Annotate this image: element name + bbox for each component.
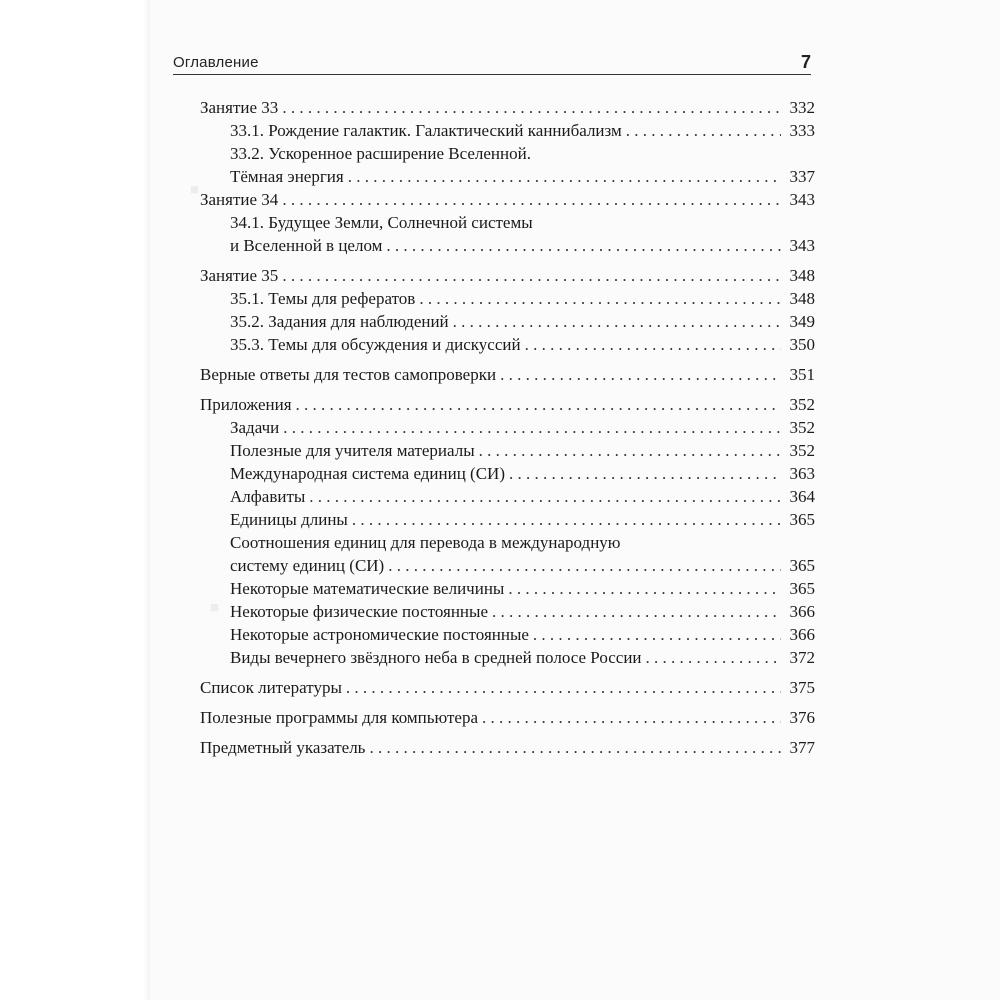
toc-page-number: 365 (789, 556, 815, 575)
dot-leader (386, 234, 781, 257)
toc-entry-answers[interactable]: Верные ответы для тестов самопроверки . . . 351 (200, 363, 815, 386)
toc-entry-si-units[interactable]: Международная система единиц (СИ) . . . 363 (200, 462, 815, 485)
toc-page-number: 363 (789, 464, 815, 483)
toc-page-number: 350 (789, 335, 815, 354)
toc-page-number: 348 (789, 289, 815, 308)
dot-leader (533, 623, 781, 646)
spacer (200, 386, 815, 393)
dot-leader (508, 577, 781, 600)
toc-page-number: 372 (789, 648, 815, 667)
toc-page-number: 365 (789, 510, 815, 529)
toc-entry-astronomical-constants[interactable]: Некоторые астрономические постоянные . . . 366 (200, 623, 815, 646)
running-head (173, 48, 811, 75)
toc-entry-appendices[interactable]: Приложения . . . 352 (200, 393, 815, 416)
dot-leader (388, 554, 781, 577)
toc-entry-evening-sky[interactable]: Виды вечернего звёздного неба в средней полосе России . . . 372 (200, 646, 815, 669)
dot-leader (626, 119, 781, 142)
dot-leader (500, 363, 781, 386)
toc-entry-physical-constants[interactable]: Некоторые физические постоянные . . . 366 (200, 600, 815, 623)
dot-leader (282, 264, 781, 287)
dot-leader (482, 706, 781, 729)
toc-page-number: 377 (789, 738, 815, 757)
toc-entry-bibliography[interactable]: Список литературы . . . 375 (200, 676, 815, 699)
running-title: Оглавление (173, 54, 259, 71)
toc-entry-computer-programs[interactable]: Полезные программы для компьютера . . . 376 (200, 706, 815, 729)
toc-page-number: 376 (789, 708, 815, 727)
bleed-through-mark: ■ (210, 600, 220, 616)
toc-page-number: 352 (789, 395, 815, 414)
dot-leader (348, 165, 781, 188)
toc-page-number: 332 (789, 98, 815, 117)
table-of-contents (200, 96, 815, 759)
toc-entry-problems[interactable]: Задачи . . . 352 (200, 416, 815, 439)
dot-leader (369, 736, 781, 759)
toc-entry-33-2-line2[interactable]: Тёмная энергия . . . 337 (200, 165, 815, 188)
dot-leader (282, 96, 781, 119)
spacer (200, 669, 815, 676)
toc-page-number: 343 (789, 190, 815, 209)
toc-page-number: 351 (789, 365, 815, 384)
toc-entry-34-1-line2[interactable]: и Вселенной в целом . . . 343 (200, 234, 815, 257)
toc-page-number: 349 (789, 312, 815, 331)
toc-page-number: 375 (789, 678, 815, 697)
toc-page-number: 365 (789, 579, 815, 598)
toc-entry-35-2[interactable]: 35.2. Задания для наблюдений . . . 349 (200, 310, 815, 333)
dot-leader (352, 508, 781, 531)
toc-entry-teacher-materials[interactable]: Полезные для учителя материалы . . . 352 (200, 439, 815, 462)
toc-entry-lesson-34[interactable]: Занятие 34 . . . 343 (200, 188, 815, 211)
toc-entry-lesson-33[interactable]: Занятие 33 . . . 332 (200, 96, 815, 119)
dot-leader (492, 600, 781, 623)
toc-page-number: 337 (789, 167, 815, 186)
toc-entry-unit-conversion-line1[interactable]: Соотношения единиц для перевода в международную (230, 533, 621, 552)
spacer (200, 257, 815, 264)
toc-entry-length-units[interactable]: Единицы длины . . . 365 (200, 508, 815, 531)
page-number: 7 (800, 52, 811, 72)
toc-entry-35-3[interactable]: 35.3. Темы для обсуждения и дискуссий . . . 350 (200, 333, 815, 356)
dot-leader (283, 416, 781, 439)
toc-page-number: 366 (789, 602, 815, 621)
toc-entry-lesson-35[interactable]: Занятие 35 . . . 348 (200, 264, 815, 287)
toc-page-number: 343 (789, 236, 815, 255)
dot-leader (309, 485, 781, 508)
spacer (200, 356, 815, 363)
toc-entry-35-1[interactable]: 35.1. Темы для рефератов . . . 348 (200, 287, 815, 310)
dot-leader (479, 439, 781, 462)
toc-page-number: 366 (789, 625, 815, 644)
toc-entry-33-1[interactable]: 33.1. Рождение галактик. Галактический каннибализм . . . 333 (200, 119, 815, 142)
dot-leader (346, 676, 781, 699)
toc-entry-subject-index[interactable]: Предметный указатель . . . 377 (200, 736, 815, 759)
toc-page-number: 352 (789, 441, 815, 460)
dot-leader (646, 646, 781, 669)
toc-entry-alphabets[interactable]: Алфавиты . . . 364 (200, 485, 815, 508)
dot-leader (453, 310, 781, 333)
dot-leader (419, 287, 781, 310)
toc-entry-33-2-line1[interactable]: 33.2. Ускоренное расширение Вселенной. (230, 144, 531, 163)
bleed-through-mark: ■ (190, 182, 200, 198)
toc-page-number: 364 (789, 487, 815, 506)
toc-page-number: 352 (789, 418, 815, 437)
dot-leader (509, 462, 781, 485)
spacer (200, 729, 815, 736)
toc-page-number: 333 (789, 121, 815, 140)
spacer (200, 699, 815, 706)
dot-leader (525, 333, 781, 356)
toc-entry-math-values[interactable]: Некоторые математические величины . . . 365 (200, 577, 815, 600)
toc-entry-34-1-line1[interactable]: 34.1. Будущее Земли, Солнечной системы (230, 213, 533, 232)
dot-leader (282, 188, 781, 211)
toc-page-number: 348 (789, 266, 815, 285)
dot-leader (296, 393, 781, 416)
toc-entry-unit-conversion-line2[interactable]: систему единиц (СИ) . . . 365 (200, 554, 815, 577)
